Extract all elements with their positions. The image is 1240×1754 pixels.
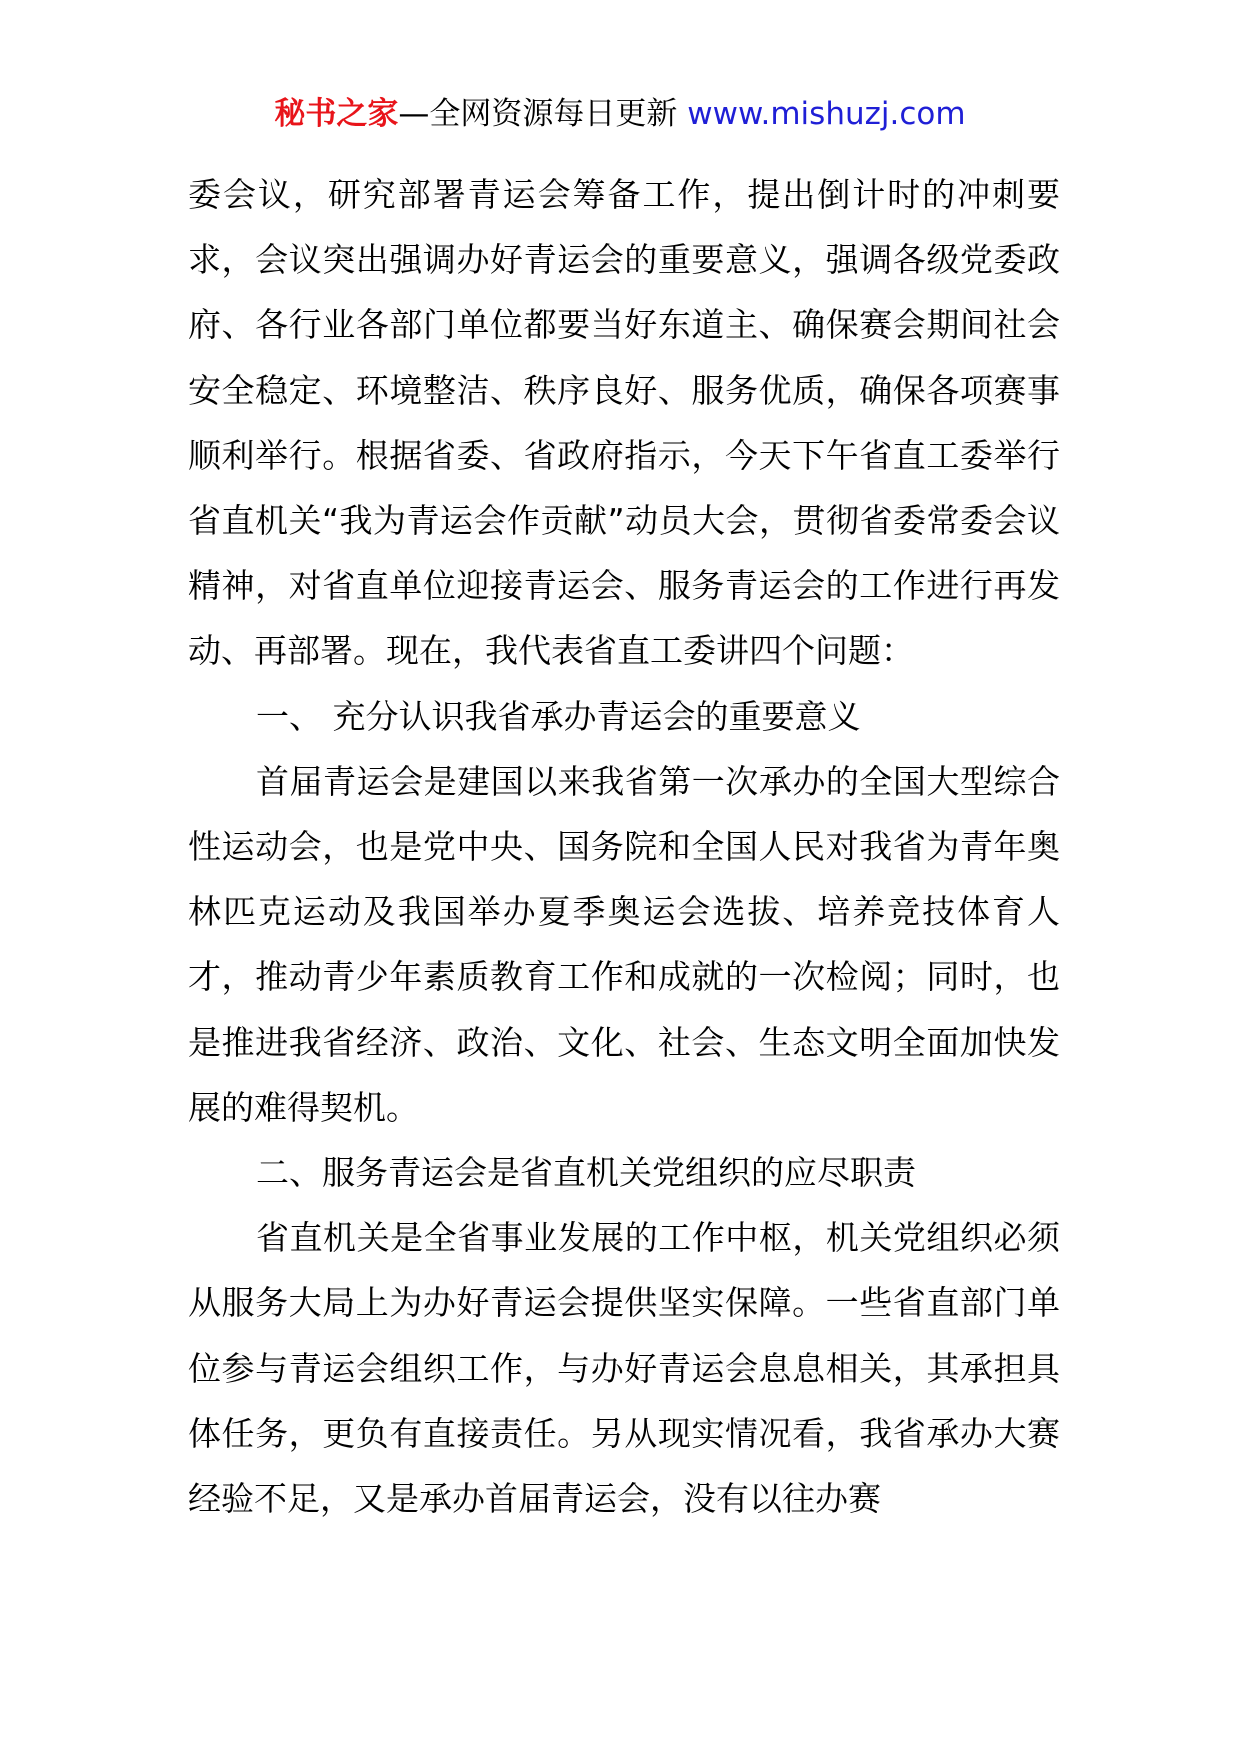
- body-paragraph-section-2: 省直机关是全省事业发展的工作中枢，机关党组织必须从服务大局上为办好青运会提供坚实保障。一些省直部门单位参与青运会组织工作，与办好青运会息息相关，其承担具体任务，更负有直接责任。另从现实情况看，我省承办大赛经验不足，又是承办首届青运会，没有以往办赛: [188, 1218, 1060, 1519]
- brand-name: 秘书之家: [274, 96, 399, 132]
- body-paragraph-section-1: 首届青运会是建国以来我省第一次承办的全国大型综合性运动会，也是党中央、国务院和全国人民对我省为青年奥林匹克运动及我国举办夏季奥运会选拔、培养竞技体育人才，推动青少年素质教育工作和成就的一次检阅；同时，也是推进我省经济、政治、文化、社会、生态文明全面加快发展的难得契机。: [188, 761, 1060, 1127]
- body-paragraph-continuation: 委会议，研究部署青运会筹备工作，提出倒计时的冲刺要求，会议突出强调办好青运会的重要意义，强调各级党委政府、各行业各部门单位都要当好东道主、确保赛会期间社会安全稳定、环境整洁、秩序良好、服务优质，确保各项赛事顺利举行。根据省委、省政府指示，今天下午省直工委举行省直机关“我为青运会作贡献”动员大会，贯彻省委常委会议精神，对省直单位迎接青运会、服务青运会的工作进行再发动、再部署。现在，我代表省直工委讲四个问题：: [188, 175, 1060, 671]
- page-header: [0, 94, 1240, 134]
- section-heading-1: 一、 充分认识我省承办青运会的重要意义: [256, 696, 861, 736]
- site-url-link[interactable]: www.mishuzj.com: [687, 96, 966, 132]
- section-heading-2: 二、服务青运会是省直机关党组织的应尽职责: [256, 1153, 916, 1193]
- document-body: [188, 162, 1060, 1531]
- header-tagline: —全网资源每日更新: [398, 96, 678, 132]
